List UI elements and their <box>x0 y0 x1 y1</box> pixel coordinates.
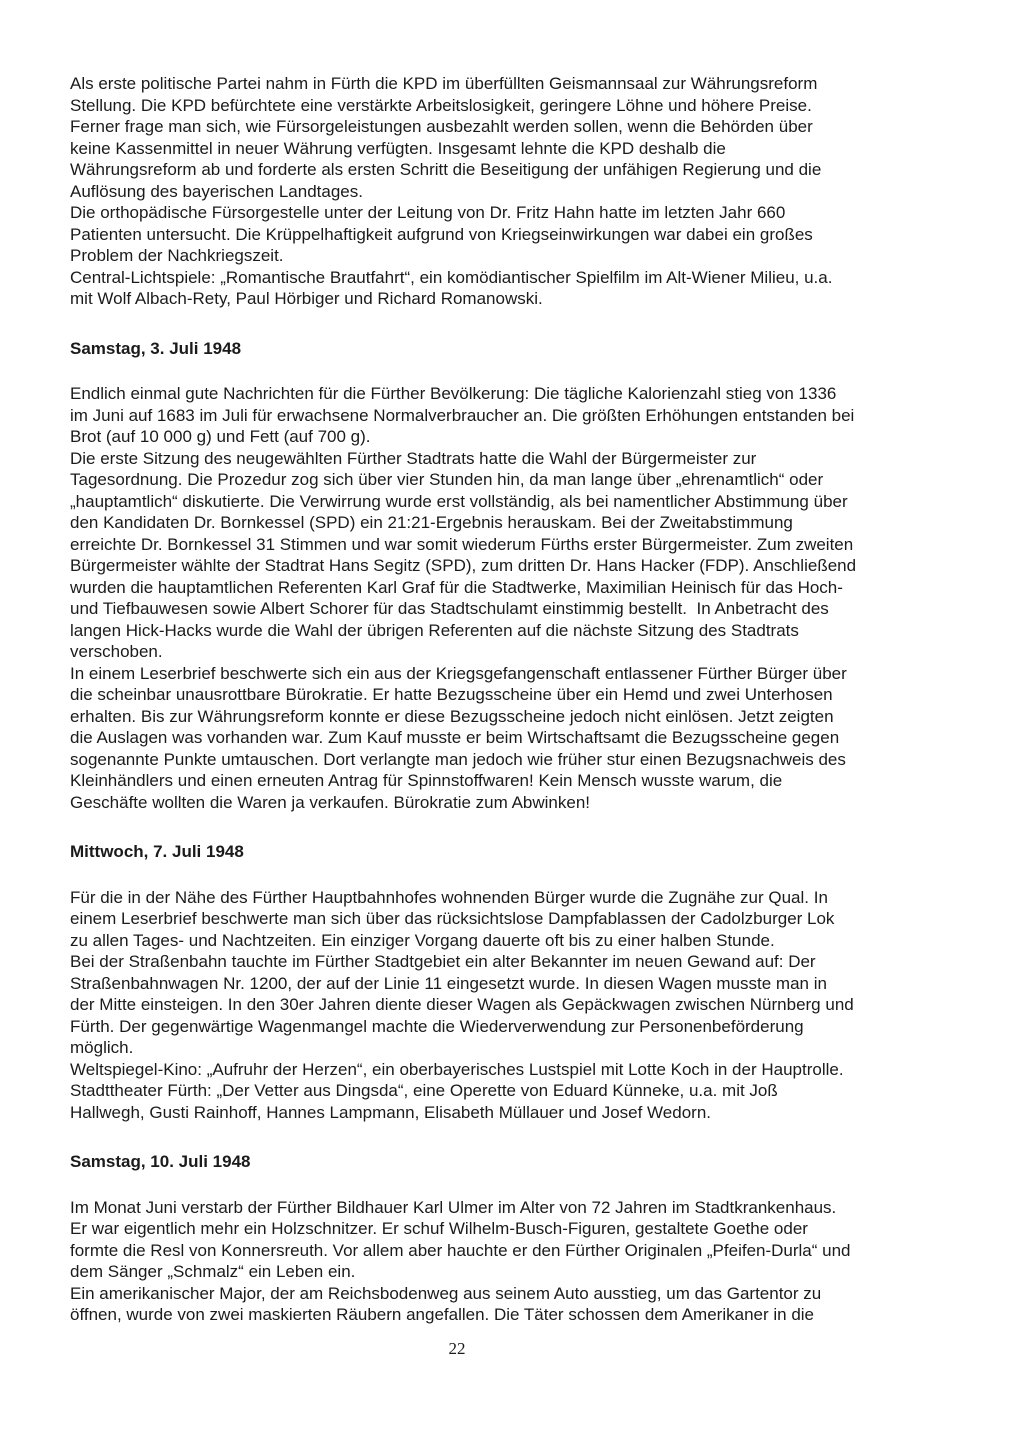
text-line: Bürgermeister wählte der Stadtrat Hans Segitz (SPD), zum dritten Dr. Hans Hacker (FDP). Anschließend <box>70 556 857 575</box>
text-line: Patienten untersucht. Die Krüppelhaftigkeit aufgrund von Kriegseinwirkungen war dabei ein großes <box>70 224 813 244</box>
text-line: die Auslagen was vorhanden war. Zum Kauf musste er beim Wirtschaftsamt die Bezugsscheine gegen <box>70 728 840 747</box>
paragraph-block <box>70 887 954 1124</box>
text-line: zu allen Tages- und Nachtzeiten. Ein einziger Vorgang dauerte oft bis zu einer halben Stunde. <box>70 930 775 950</box>
text-line: wurden die hauptamtlichen Referenten Karl Graf für die Stadtwerke, Maximilian Heinisch für das Hoch- <box>70 577 843 597</box>
text-line: dem Sänger „Schmalz“ ein Leben ein. <box>70 1262 356 1281</box>
text-line: möglich. <box>70 1038 134 1057</box>
text-line: öffnen, wurde von zwei maskierten Räubern angefallen. Die Täter schossen dem Amerikaner in die <box>70 1305 814 1324</box>
text-line: mit Wolf Albach-Rety, Paul Hörbiger und Richard Romanowski. <box>70 289 543 308</box>
text-line: Ein amerikanischer Major, der am Reichsbodenweg aus seinem Auto ausstieg, um das Gartentor zu <box>70 1283 822 1303</box>
text-line: Straßenbahnwagen Nr. 1200, der auf der Linie 11 eingesetzt wurde. In diesen Wagen musste man in <box>70 973 827 993</box>
text-line: Als erste politische Partei nahm in Fürth die KPD im überfüllten Geismannsaal zur Währungsreform <box>70 74 818 93</box>
page-number: 22 <box>448 1338 466 1358</box>
text-line: formte die Resl von Konnersreuth. Vor allem aber hauchte er den Fürther Originalen „Pfeifen-Durla“ und <box>70 1240 851 1260</box>
text-line: Stellung. Die KPD befürchtete eine verstärkte Arbeitslosigkeit, geringere Löhne und höhere Preise. <box>70 95 812 115</box>
paragraph-block <box>70 383 954 813</box>
text-line: Für die in der Nähe des Fürther Hauptbahnhofes wohnenden Bürger wurde die Zugnähe zur Qual. In <box>70 887 828 907</box>
text-line: „hauptamtlich“ diskutierte. Die Verwirrung wurde erst vollständig, als bei namentlicher Abstimmung über <box>70 491 848 511</box>
text-line: Stadttheater Fürth: „Der Vetter aus Dingsda“, eine Operette von Eduard Künneke, u.a. mit Joß <box>70 1081 778 1100</box>
text-line: In einem Leserbrief beschwerte sich ein aus der Kriegsgefangenschaft entlassener Fürther Bürger über <box>70 663 847 683</box>
text-line: Tagesordnung. Die Prozedur zog sich über vier Stunden hin, da man lange über „ehrenamtlich“ oder <box>70 470 824 489</box>
text-line: einem Leserbrief beschwerte man sich über das rücksichtslose Dampfablassen der Cadolzburger Lok <box>70 909 835 928</box>
text-line: Hallwegh, Gusti Rainhoff, Hannes Lampmann, Elisabeth Müllauer und Josef Wedorn. <box>70 1102 712 1122</box>
text-line: sogenannte Punkte umtauschen. Dort verlangte man jedoch wie früher stur einen Bezugsnachweis des <box>70 749 846 769</box>
text-line: erreichte Dr. Bornkessel 31 Stimmen und war somit wiederum Fürths erster Bürgermeister. Zum zweiten <box>70 534 854 554</box>
text-line: Er war eigentlich mehr ein Holzschnitzer. Er schuf Wilhelm-Busch-Figuren, gestaltete Goethe oder <box>70 1219 808 1238</box>
paragraph-block <box>70 73 954 310</box>
text-line: Brot (auf 10 000 g) und Fett (auf 700 g). <box>70 427 371 446</box>
document-content <box>70 73 954 1359</box>
text-line: Bei der Straßenbahn tauchte im Fürther Stadtgebiet ein alter Bekannter im neuen Gewand auf: Der <box>70 952 816 971</box>
section-heading: Mittwoch, 7. Juli 1948 <box>70 842 244 861</box>
text-line: langen Hick-Hacks wurde die Wahl der übrigen Referenten auf die nächste Sitzung des Stadtrats <box>70 620 799 640</box>
section-heading: Samstag, 10. Juli 1948 <box>70 1152 251 1171</box>
text-line: verschoben. <box>70 642 163 661</box>
text-line: Ferner frage man sich, wie Fürsorgeleistungen ausbezahlt werden sollen, wenn die Behörden über <box>70 117 813 136</box>
text-line: keine Kassenmittel in neuer Währung verfügten. Insgesamt lehnte die KPD deshalb die <box>70 138 726 158</box>
text-line: Geschäfte wollten die Waren ja verkaufen. Bürokratie zum Abwinken! <box>70 792 591 812</box>
text-line: Die orthopädische Fürsorgestelle unter der Leitung von Dr. Fritz Hahn hatte im letzten Jahr 660 <box>70 203 786 222</box>
text-line: Weltspiegel-Kino: „Aufruhr der Herzen“, ein oberbayerisches Lustspiel mit Lotte Koch in der Hauptrolle. <box>70 1059 844 1079</box>
text-line: der Mitte einsteigen. In den 30er Jahren diente dieser Wagen als Gepäckwagen zwischen Nürnberg und <box>70 995 854 1014</box>
text-line: Problem der Nachkriegszeit. <box>70 246 284 265</box>
text-line: Im Monat Juni verstarb der Fürther Bildhauer Karl Ulmer im Alter von 72 Jahren im Stadtkrankenhaus. <box>70 1197 837 1217</box>
text-line: die scheinbar unausrottbare Bürokratie. Er hatte Bezugsscheine über ein Hemd und zwei Unterhosen <box>70 685 833 704</box>
text-line: Auflösung des bayerischen Landtages. <box>70 181 363 201</box>
text-line: Central-Lichtspiele: „Romantische Brautfahrt“, ein komödiantischer Spielfilm im Alt-Wiener Milieu, u.a. <box>70 267 833 287</box>
text-line: Währungsreform ab und forderte als ersten Schritt die Beseitigung der unfähigen Regierung und die <box>70 160 822 179</box>
paragraph-block <box>70 1197 954 1326</box>
text-line: Fürth. Der gegenwärtige Wagenmangel machte die Wiederverwendung zur Personenbeförderung <box>70 1016 804 1036</box>
text-line: erhalten. Bis zur Währungsreform konnte er diese Bezugsscheine jedoch nicht einlösen. Jetzt zeigten <box>70 706 834 726</box>
text-line: und Tiefbauwesen sowie Albert Schorer für das Stadtschulamt einstimmig bestellt. In Anbetracht des <box>70 599 829 618</box>
text-line: im Juni auf 1683 im Juli für erwachsene Normalverbraucher an. Die größten Erhöhungen entstanden bei <box>70 405 855 425</box>
text-line: Kleinhändlers und einen erneuten Antrag für Spinnstoffwaren! Kein Mensch wusste warum, die <box>70 771 783 790</box>
text-line: Die erste Sitzung des neugewählten Fürther Stadtrats hatte die Wahl der Bürgermeister zur <box>70 448 757 468</box>
text-line: den Kandidaten Dr. Bornkessel (SPD) ein 21:21-Ergebnis herauskam. Bei der Zweitabstimmung <box>70 513 793 532</box>
section-heading: Samstag, 3. Juli 1948 <box>70 338 242 358</box>
text-line: Endlich einmal gute Nachrichten für die Fürther Bevölkerung: Die tägliche Kalorienzahl stieg von 1336 <box>70 384 837 403</box>
